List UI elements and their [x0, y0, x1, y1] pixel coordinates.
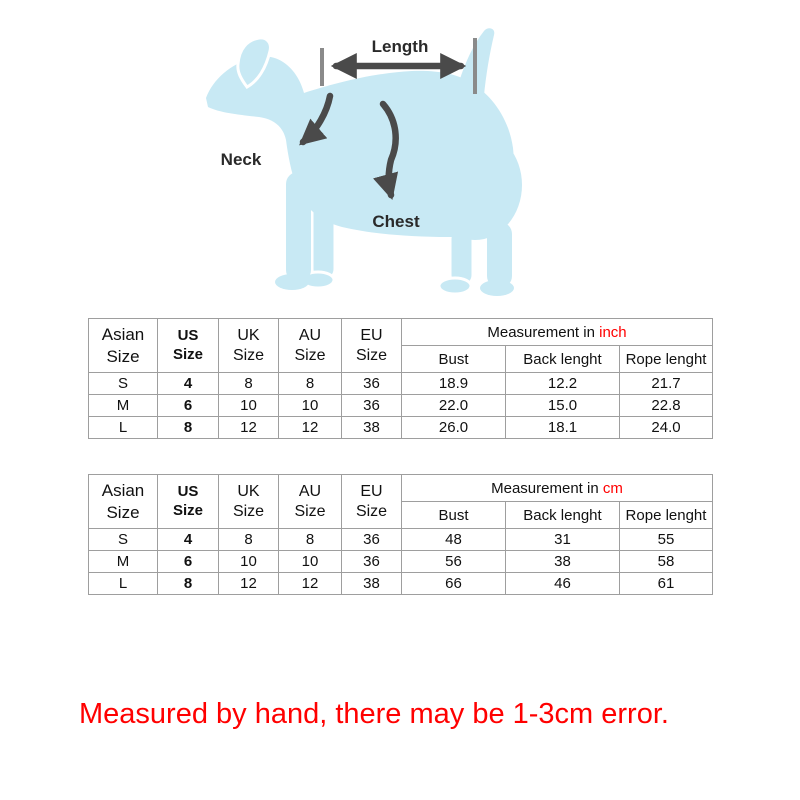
cell-asian: L: [89, 573, 158, 595]
dog-front-leg-near: [286, 172, 311, 282]
measurement-error-note: Measured by hand, there may be 1-3cm error.: [79, 698, 669, 730]
size-table-cm: [88, 474, 713, 595]
cell-us: 4: [158, 529, 219, 551]
cell-uk: 12: [219, 573, 279, 595]
cell-bust: 56: [402, 551, 506, 573]
column-header-eu-size: EU Size: [342, 319, 402, 373]
cell-back-length: 31: [506, 529, 620, 551]
cell-rope-length: 55: [620, 529, 713, 551]
dog-rear-paw-far: [439, 278, 471, 294]
column-header-bust: Bust: [402, 502, 506, 529]
cell-au: 8: [279, 529, 342, 551]
neck-label: Neck: [220, 150, 262, 169]
column-header-rope-length: Rope lenght: [620, 346, 713, 373]
cell-us: 4: [158, 373, 219, 395]
length-label: Length: [371, 37, 429, 56]
cell-bust: 48: [402, 529, 506, 551]
measurement-header: [402, 475, 713, 502]
header-row: [89, 319, 713, 346]
table-row-m: [89, 395, 713, 417]
cell-asian: M: [89, 395, 158, 417]
column-header-back-length: Back lenght: [506, 502, 620, 529]
table-row-l: [89, 573, 713, 595]
measurement-label: Measurement in: [487, 323, 595, 341]
cell-uk: 12: [219, 417, 279, 439]
cell-us: 6: [158, 551, 219, 573]
cell-us: 8: [158, 417, 219, 439]
cell-rope-length: 21.7: [620, 373, 713, 395]
cell-au: 8: [279, 373, 342, 395]
cell-au: 12: [279, 417, 342, 439]
column-header-uk-size: UK Size: [219, 475, 279, 529]
measurement-header: [402, 319, 713, 346]
measurement-unit: cm: [602, 479, 623, 497]
cell-rope-length: 24.0: [620, 417, 713, 439]
column-header-eu-size: EU Size: [342, 475, 402, 529]
cell-asian: M: [89, 551, 158, 573]
column-header-au-size: AU Size: [279, 319, 342, 373]
column-header-us-size: US Size: [158, 475, 219, 529]
cell-au: 10: [279, 395, 342, 417]
cell-rope-length: 58: [620, 551, 713, 573]
dog-thigh: [428, 130, 522, 240]
cell-asian: S: [89, 373, 158, 395]
cell-eu: 36: [342, 551, 402, 573]
cell-asian: L: [89, 417, 158, 439]
table-row-m: [89, 551, 713, 573]
cell-rope-length: 61: [620, 573, 713, 595]
column-header-back-length: Back lenght: [506, 346, 620, 373]
column-header-asian-size: Asian Size: [89, 319, 158, 373]
cell-us: 8: [158, 573, 219, 595]
table-row-l: [89, 417, 713, 439]
cell-eu: 36: [342, 395, 402, 417]
table-row-s: [89, 373, 713, 395]
cell-eu: 36: [342, 529, 402, 551]
cell-bust: 26.0: [402, 417, 506, 439]
column-header-us-size: US Size: [158, 319, 219, 373]
cell-back-length: 12.2: [506, 373, 620, 395]
cell-au: 12: [279, 573, 342, 595]
cell-uk: 10: [219, 395, 279, 417]
cell-back-length: 18.1: [506, 417, 620, 439]
cell-uk: 8: [219, 373, 279, 395]
cell-au: 10: [279, 551, 342, 573]
column-header-bust: Bust: [402, 346, 506, 373]
size-table-inch: [88, 318, 713, 439]
header-row: [89, 475, 713, 502]
chest-label: Chest: [372, 212, 420, 231]
cell-eu: 38: [342, 573, 402, 595]
cell-eu: 38: [342, 417, 402, 439]
measurement-unit: inch: [599, 323, 627, 341]
cell-uk: 10: [219, 551, 279, 573]
cell-bust: 66: [402, 573, 506, 595]
column-header-uk-size: UK Size: [219, 319, 279, 373]
cell-back-length: 15.0: [506, 395, 620, 417]
cell-rope-length: 22.8: [620, 395, 713, 417]
cell-asian: S: [89, 529, 158, 551]
column-header-rope-length: Rope lenght: [620, 502, 713, 529]
cell-uk: 8: [219, 529, 279, 551]
cell-back-length: 38: [506, 551, 620, 573]
cell-eu: 36: [342, 373, 402, 395]
column-header-au-size: AU Size: [279, 475, 342, 529]
cell-bust: 18.9: [402, 373, 506, 395]
column-header-asian-size: Asian Size: [89, 475, 158, 529]
dog-rear-leg-near: [487, 222, 512, 288]
cell-bust: 22.0: [402, 395, 506, 417]
measurement-label: Measurement in: [491, 479, 599, 497]
cell-us: 6: [158, 395, 219, 417]
dog-measurement-diagram: [0, 0, 800, 312]
dog-rear-paw-near: [480, 280, 514, 296]
cell-back-length: 46: [506, 573, 620, 595]
table-row-s: [89, 529, 713, 551]
dog-front-paw-near: [275, 274, 309, 290]
